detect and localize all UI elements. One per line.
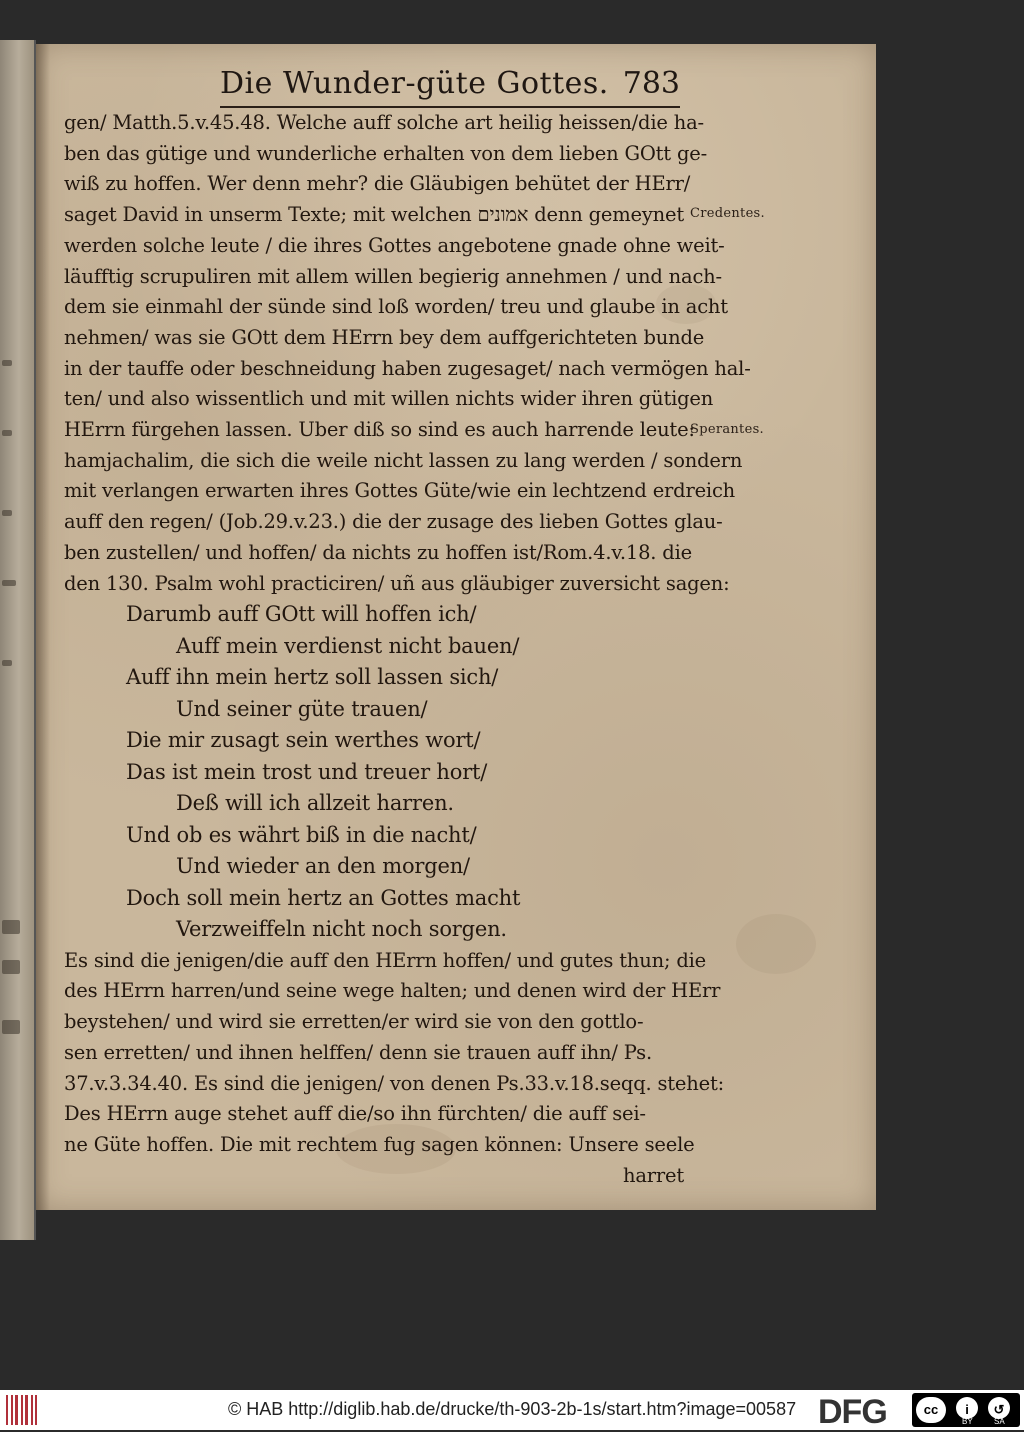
sa-label: SA (994, 1417, 1005, 1426)
viewer-footer (0, 1390, 1024, 1430)
text-line: wiß zu hoffen. Wer denn mehr? die Gläubigen behütet der HErr/ (64, 172, 691, 196)
verse-line: Die mir zusagt sein werthes wort/ (126, 728, 481, 753)
verse-line: Und ob es währt biß in die nacht/ (126, 822, 477, 847)
verse-line: Deß will ich allzeit harren. (176, 791, 454, 816)
verse-line: Auff ihn mein hertz soll lassen sich/ (126, 665, 499, 690)
page-number: 783 (622, 66, 680, 101)
verse-line: Darumb auff GOtt will hoffen ich/ (126, 602, 477, 627)
text-line: ne Güte hoffen. Die mit rechtem fug sagen können: Unsere seele (64, 1132, 695, 1156)
text-line: Des HErrn auge stehet auff die/so ihn fürchten/ die auff sei- (64, 1102, 646, 1126)
verse-line: Doch soll mein hertz an Gottes macht (126, 885, 521, 910)
verse-line: Und wieder an den morgen/ (176, 854, 470, 879)
verse-line: Und seiner güte trauen/ (176, 696, 428, 721)
cc-license-badge[interactable] (912, 1393, 1020, 1427)
by-label: BY (962, 1417, 973, 1426)
marginal-note-sperantes: Sperantes. (690, 422, 764, 437)
page-binding-shadow (36, 44, 50, 1210)
text-line: auff den regen/ (Job.29.v.23.) die der zusage des lieben Gottes glau- (64, 510, 723, 534)
running-header (220, 62, 680, 108)
verse-line: Verzweiffeln nicht noch sorgen. (176, 917, 507, 942)
text-line: Es sind die jenigen/die auff den HErrn hoffen/ und gutes thun; die (64, 948, 706, 972)
text-line: werden solche leute / die ihres Gottes angebotene gnade ohne weit- (64, 233, 725, 257)
cc-icon: cc (916, 1397, 946, 1423)
text-line: ben das gütige und wunderliche erhalten von dem lieben GOtt ge- (64, 141, 707, 165)
text-line: des HErrn harren/und seine wege halten; und denen wird der HErr (64, 979, 721, 1003)
header-title: Die Wunder-güte Gottes. (220, 66, 609, 101)
sa-icon: ↺ (988, 1397, 1010, 1419)
by-icon: i (956, 1397, 978, 1419)
dfg-logo: DFG (818, 1393, 887, 1431)
text-line: hamjachalim, die sich die weile nicht lassen zu lang werden / sondern (64, 448, 743, 472)
text-line: beystehen/ und wird sie erretten/er wird sie von den gottlo- (64, 1010, 644, 1034)
marginal-note-credentes: Credentes. (690, 206, 765, 221)
barcode-icon (6, 1395, 38, 1425)
text-line: 37.v.3.34.40. Es sind die jenigen/ von denen Ps.33.v.18.seqq. stehet: (64, 1071, 724, 1095)
text-line: in der tauffe oder beschneidung haben zugesaget/ nach vermögen hal- (64, 356, 751, 380)
catchword: harret (622, 1163, 684, 1187)
text-line: sen erretten/ und ihnen helffen/ denn sie trauen auff ihn/ Ps. (64, 1040, 652, 1064)
text-line: den 130. Psalm wohl practiciren/ uñ aus gläubiger zuversicht sagen: (64, 571, 730, 595)
previous-page-edge (0, 40, 36, 1240)
verse-line: Auff mein verdienst nicht bauen/ (176, 633, 520, 658)
text-line: ben zustellen/ und hoffen/ da nichts zu hoffen ist/Rom.4.v.18. die (64, 540, 692, 564)
text-line: saget David in unserm Texte; mit welchen אמונים denn gemeynet (64, 203, 684, 227)
text-line: läufftig scrupuliren mit allem willen begierig annehmen / und nach- (64, 264, 722, 288)
verse-line: Das ist mein trost und treuer hort/ (126, 759, 488, 784)
text-line: nehmen/ was sie GOtt dem HErrn bey dem auffgerichteten bunde (64, 325, 705, 349)
citation-link[interactable]: © HAB http://diglib.hab.de/drucke/th-903-2b-1s/start.htm?image=00587 (228, 1399, 797, 1419)
text-line: ten/ und also wissentlich und mit willen nichts wider ihren gütigen (64, 387, 714, 411)
text-line: gen/ Matth.5.v.45.48. Welche auff solche art heilig heissen/die ha- (64, 111, 704, 134)
text-line: mit verlangen erwarten ihres Gottes Güte/wie ein lechtzend erdreich (64, 479, 736, 503)
text-line: dem sie einmahl der sünde sind loß worden/ treu und glaube in acht (64, 295, 728, 319)
text-line: HErrn fürgehen lassen. Uber diß so sind es auch harrende leute: (64, 418, 695, 442)
